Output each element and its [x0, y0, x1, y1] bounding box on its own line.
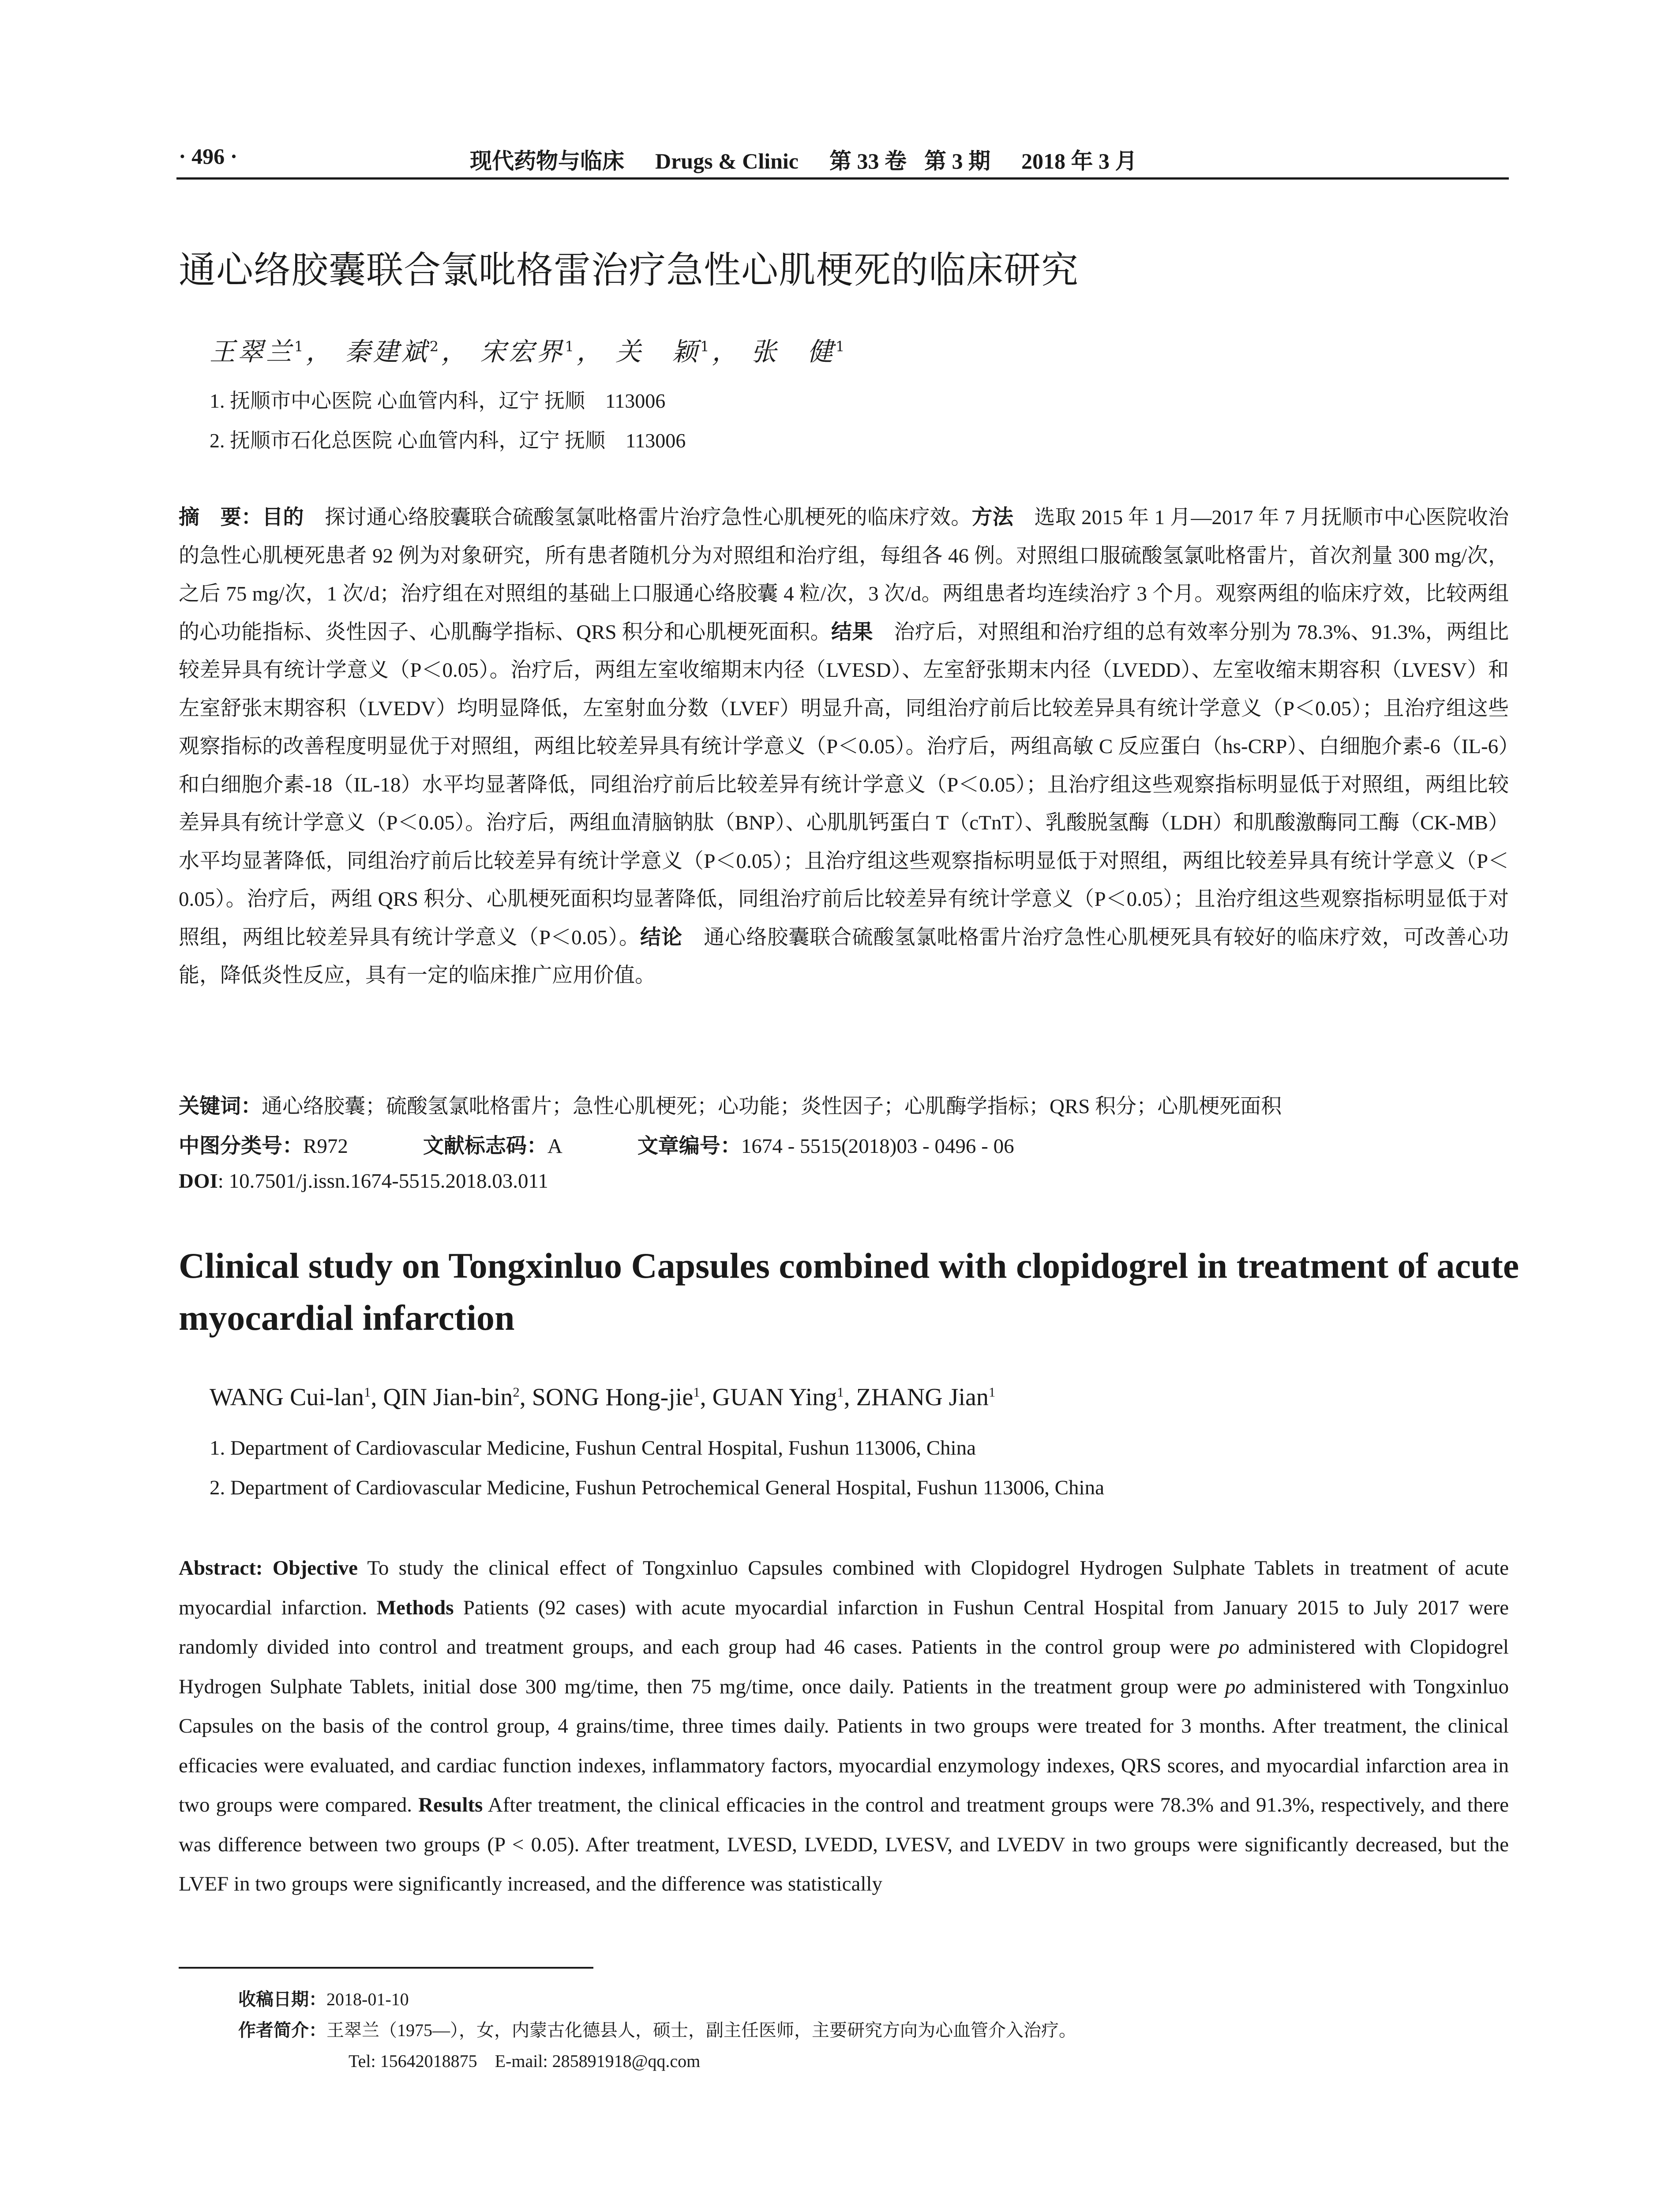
journal-date: 2018 年 3 月: [1021, 149, 1137, 173]
author-affiliation-mark: 1: [693, 1384, 700, 1400]
affiliation-cn: 2. 抚顺市石化总医院 心血管内科，辽宁 抚顺 113006: [210, 429, 686, 452]
author-affiliation-mark: 1: [294, 338, 306, 355]
author-cn: 宋宏界: [480, 337, 565, 367]
author-bio: 王翠兰（1975—），女，内蒙古化德县人，硕士，副主任医师，主要研究方向为心血管介入治疗。: [326, 2020, 1076, 2040]
affiliation-cn: 1. 抚顺市中心医院 心血管内科，辽宁 抚顺 113006: [210, 390, 666, 412]
author-affiliation-mark: 2: [513, 1384, 520, 1400]
title-en: Clinical study on Tongxinluo Capsules combined with clopidogrel in treatment of acute myocardial infarction: [179, 1246, 1519, 1338]
results-label: Results: [418, 1793, 483, 1816]
author-en: WANG Cui-lan: [210, 1384, 364, 1411]
abstract-en: [179, 1549, 1509, 1904]
doi-line: [179, 1169, 548, 1193]
doi-value: : 10.7501/j.issn.1674-5515.2018.03.011: [218, 1170, 548, 1193]
author-cn: 关 颖: [615, 337, 701, 367]
author-en: ZHANG Jian: [856, 1384, 989, 1411]
methods-label: 方法: [971, 506, 1014, 529]
received-label: 收稿日期：: [238, 1989, 326, 2009]
author-affiliation-mark: 1: [988, 1384, 996, 1400]
title-cn: 通心络胶囊联合氯吡格雷治疗急性心肌梗死的临床研究: [179, 248, 1079, 292]
abstract-label: Abstract:: [179, 1557, 273, 1579]
author-bio-label: 作者简介：: [238, 2020, 326, 2040]
author-cn: 王翠兰: [210, 337, 295, 367]
journal-name-en: Drugs & Clinic: [655, 149, 799, 173]
article-no-value: 1674 - 5515(2018)03 - 0496 - 06: [741, 1135, 1014, 1158]
clc-value: R972: [303, 1135, 348, 1158]
abstract-label: 摘 要：: [179, 506, 262, 529]
journal-info: [470, 143, 1168, 175]
author-cn: 秦建斌: [345, 337, 430, 367]
authors-cn: 王翠兰$^1$， 秦建斌$^2$， 宋宏界$^1$， 关 颖$^1$， 张 健$^1$: [210, 337, 848, 367]
doc-code-value: A: [547, 1135, 562, 1158]
po-term: po: [1219, 1636, 1240, 1658]
journal-issue: 第 3 期: [924, 149, 990, 173]
doc-code-label: 文献标志码：: [423, 1135, 548, 1158]
author-affiliation-mark: 1: [837, 1384, 844, 1400]
contact-line: Tel: 15642018875 E-mail: 285891918@qq.com: [349, 2051, 701, 2071]
methods-label: Methods: [376, 1596, 454, 1619]
abstract-cn: [179, 499, 1509, 995]
author-en: SONG Hong-jie: [532, 1384, 694, 1411]
methods-text: administered with Clopidogrel Hydrogen Sulphate Tablets, initial dose 300 mg/time, then 75 mg/time, once daily. Patients in the treatment group were: [179, 1636, 1509, 1698]
author-affiliation-mark: 2: [429, 338, 442, 355]
po-term: po: [1225, 1675, 1246, 1698]
keywords-label: 关键词：: [179, 1095, 262, 1118]
page-number: · 496 ·: [179, 144, 238, 169]
keywords-text: 通心络胶囊；硫酸氢氯吡格雷片；急性心肌梗死；心功能；炎性因子；心肌酶学指标；QRS 积分；心肌梗死面积: [262, 1095, 1282, 1118]
conclusion-text: 通心络胶囊联合硫酸氢氯吡格雷片治疗急性心肌梗死具有较好的临床疗效，可改善心功能，降低炎性反应，具有一定的临床推广应用价值。: [179, 926, 1509, 987]
results-text: After treatment, the clinical efficacies in the control and treatment groups were 78.3% and 91.3%, respectively, and there was difference between two groups (P < 0.05). After treatment, LVESD, LVEDD, LVESV, and LVEDV in two groups were significantly decreased, but the LVEF in two groups were significantly increased, and the difference was statistically: [179, 1793, 1509, 1895]
clc-label: 中图分类号：: [179, 1135, 303, 1158]
author-affiliation-mark: 1: [565, 338, 577, 355]
objective-text: 探讨通心络胶囊联合硫酸氢氯吡格雷片治疗急性心肌梗死的临床疗效。: [304, 506, 972, 529]
doi-label: DOI: [179, 1170, 218, 1193]
objective-label: Objective: [272, 1557, 358, 1579]
author-affiliation-mark: 1: [364, 1384, 371, 1400]
running-header: [179, 143, 1509, 174]
methods-text: administered with Tongxinluo Capsules on the basis of the control group, 4 grains/time, three times daily. Patients in two groups were treated for 3 months. After treatment, the clinical efficacies were evaluated, and cardiac function indexes, inflammatory factors, myocardial enzymology indexes, QRS scores, and myocardial infarction area in two groups were compared.: [179, 1675, 1509, 1816]
results-label: 结果: [831, 620, 873, 644]
author-bio-line: [238, 2016, 1076, 2041]
received-date-line: [238, 1985, 409, 2011]
author-affiliation-mark: 1: [700, 338, 712, 355]
objective-text: To study the clinical effect of Tongxinluo Capsules combined with Clopidogrel Hydrogen Sulphate Tablets in treatment of acute myocardial infarction.: [179, 1557, 1509, 1619]
affiliation-en: 1. Department of Cardiovascular Medicine, Fushun Central Hospital, Fushun 113006, China: [210, 1437, 976, 1459]
received-date: 2018-01-10: [326, 1989, 409, 2009]
author-en: QIN Jian-bin: [383, 1384, 513, 1411]
footnote-rule: [179, 1967, 593, 1969]
methods-text: 选取 2015 年 1 月—2017 年 7 月抚顺市中心医院收治的急性心肌梗死患者 92 例为对象研究，所有患者随机分为对照组和治疗组，每组各 46 例。对照组口服硫酸氢氯吡格雷片，首次剂量 300 mg/次，之后 75 mg/次，1 次/d；治疗组在对照组的基础上口服通心络胶囊 4 粒/次，3 次/d。两组患者均连续治疗 3 个月。观察两组的临床疗效，比较两组的心功能指标、炎性因子、心肌酶学指标、QRS 积分和心肌梗死面积。: [179, 506, 1509, 644]
author-cn: 张 健: [751, 337, 836, 367]
affiliation-en: 2. Department of Cardiovascular Medicine, Fushun Petrochemical General Hospital, Fushun 113006, China: [210, 1476, 1104, 1499]
keywords-line: [179, 1090, 1282, 1119]
header-rule: [176, 177, 1509, 180]
author-en: GUAN Ying: [712, 1384, 837, 1411]
author-affiliation-mark: 1: [836, 338, 848, 355]
conclusion-label: 结论: [640, 926, 683, 949]
objective-label: 目的: [262, 506, 304, 529]
article-no-label: 文章编号：: [637, 1135, 741, 1158]
results-text: 治疗后，对照组和治疗组的总有效率分别为 78.3%、91.3%，两组比较差异具有统计学意义（P＜0.05）。治疗后，两组左室收缩期末内径（LVESD）、左室舒张期末内径（LVEDD）、左室收缩末期容积（LVESV）和左室舒张末期容积（LVEDV）均明显降低，左室射血分数（LVEF）明显升高，同组治疗前后比较差异具有统计学意义（P＜0.05）；且治疗组这些观察指标的改善程度明显优于对照组，两组比较差异具有统计学意义（P＜0.05）。治疗后，两组高敏 C 反应蛋白（hs-CRP）、白细胞介素-6（IL-6）和白细胞介素-18（IL-18）水平均显著降低，同组治疗前后比较差异有统计学意义（P＜0.05）；且治疗组这些观察指标明显低于对照组，两组比较差异具有统计学意义（P＜0.05）。治疗后，两组血清脑钠肽（BNP）、心肌肌钙蛋白 T（cTnT）、乳酸脱氢酶（LDH）和肌酸激酶同工酶（CK-MB）水平均显著降低，同组治疗前后比较差异有统计学意义（P＜0.05）；且治疗组这些观察指标明显低于对照组，两组比较差异具有统计学意义（P＜0.05）。治疗后，两组 QRS 积分、心肌梗死面积均显著降低，同组治疗前后比较差异有统计学意义（P＜0.05）；且治疗组这些观察指标明显低于对照组，两组比较差异具有统计学意义（P＜0.05）。: [179, 620, 1509, 949]
journal-name-cn: 现代药物与临床: [470, 149, 624, 173]
classification-line: [179, 1129, 1014, 1159]
journal-volume: 第 33 卷: [829, 149, 907, 173]
methods-text: Patients (92 cases) with acute myocardial infarction in Fushun Central Hospital from January 2015 to July 2017 were randomly divided into control and treatment groups, and each group had 46 cases. Patients in the control group were: [179, 1596, 1509, 1658]
authors-en: WANG Cui-lan$^1$, QIN Jian-bin$^2$, SONG Hong-jie$^1$, GUAN Ying$^1$, ZHANG Jian$^1$: [210, 1384, 996, 1411]
